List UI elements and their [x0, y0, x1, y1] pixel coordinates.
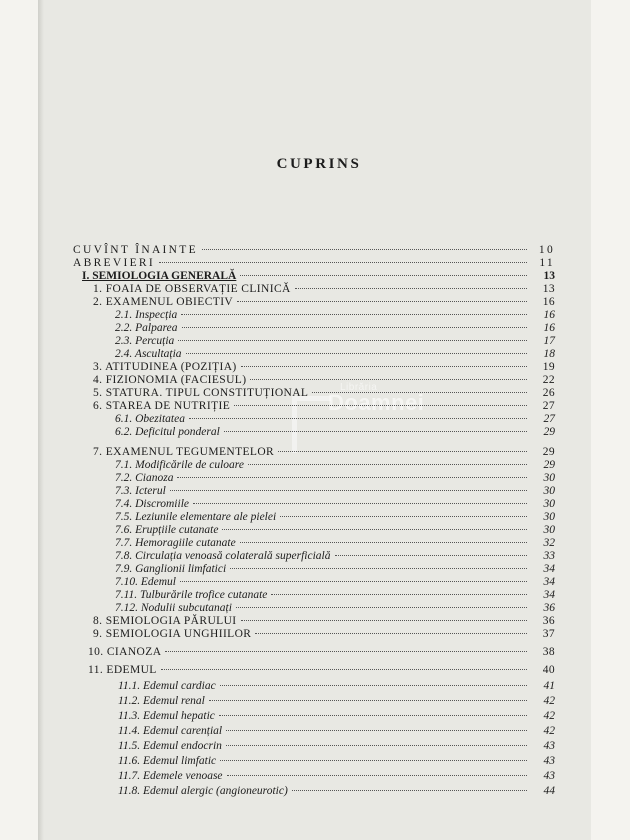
- dot-leader: [240, 275, 527, 276]
- toc-entry-label: 11.1. Edemul cardiac: [118, 680, 216, 692]
- toc-entry: [115, 472, 555, 485]
- toc-entry: [115, 511, 555, 524]
- dot-leader: [271, 594, 527, 595]
- dot-leader: [226, 745, 527, 746]
- dot-leader: [182, 327, 528, 328]
- dot-leader: [237, 301, 527, 302]
- toc-entry-page: 34: [543, 576, 555, 588]
- toc-entry: [118, 680, 555, 693]
- toc-entry: [118, 710, 555, 723]
- toc-entry: [118, 740, 555, 753]
- toc-entry: [118, 755, 555, 768]
- toc-entry-page: 29: [543, 459, 555, 471]
- toc-entry-page: 33: [543, 550, 555, 562]
- toc-entry-label: 2.3. Percuția: [115, 335, 175, 347]
- toc-entry: [93, 615, 555, 628]
- toc-entry-label: 7.6. Erupțiile cutanate: [115, 524, 219, 536]
- watermark-big-text: Doamnei: [328, 390, 425, 415]
- toc-entry-label: 7.1. Modificările de culoare: [115, 459, 244, 471]
- toc-entry-page: 26: [542, 387, 555, 399]
- toc-entry: [93, 283, 555, 296]
- toc-entry-page: 16: [543, 322, 555, 334]
- dot-leader: [186, 353, 527, 354]
- dot-leader: [236, 607, 527, 608]
- toc-entry: [115, 537, 555, 550]
- toc-entry-label: 7.5. Leziunile elementare ale pielei: [115, 511, 277, 523]
- toc-entry-label: 9. SEMIOLOGIA UNGHIILOR: [93, 628, 252, 640]
- toc-entry-page: 36: [542, 615, 555, 627]
- dot-leader: [165, 651, 527, 652]
- toc-entry-label: 6.1. Obezitatea: [115, 413, 185, 425]
- toc-entry-label: 8. SEMIOLOGIA PĂRULUI: [93, 615, 237, 627]
- toc-entry: [115, 459, 555, 472]
- toc-entry-label: 7.8. Circulația venoasă colaterală superficială: [115, 550, 331, 562]
- toc-entry: [82, 270, 555, 283]
- dot-leader: [161, 669, 527, 670]
- toc-entry-label: 11.5. Edemul endocrin: [118, 740, 222, 752]
- toc-entry: [115, 413, 555, 426]
- toc-entry: [93, 387, 555, 400]
- toc-entry: [118, 770, 555, 783]
- dot-leader: [193, 503, 527, 504]
- toc-entry: [93, 296, 555, 309]
- toc-entry-label: 11.7. Edemele venoase: [118, 770, 223, 782]
- dot-leader: [224, 431, 527, 432]
- dot-leader: [248, 464, 527, 465]
- toc-entry-label: 2.4. Ascultația: [115, 348, 182, 360]
- dot-leader: [241, 620, 527, 621]
- dot-leader: [250, 379, 527, 380]
- toc-entry-page: 11: [539, 257, 555, 269]
- toc-entry-page: 30: [543, 498, 555, 510]
- toc-entry: [93, 374, 555, 387]
- toc-entry-label: 11.2. Edemul renal: [118, 695, 205, 707]
- toc-entry: [93, 628, 555, 641]
- toc-entry-page: 17: [543, 335, 555, 347]
- toc-entry: [115, 309, 555, 322]
- dot-leader: [219, 715, 527, 716]
- toc-entry-label: 2. EXAMENUL OBIECTIV: [93, 296, 234, 308]
- toc-entry: [118, 785, 555, 798]
- toc-entry-label: 11.3. Edemul hepatic: [118, 710, 215, 722]
- toc-entry-page: 30: [543, 524, 555, 536]
- toc-entry: [88, 646, 555, 659]
- dot-leader: [180, 581, 527, 582]
- toc-entry: [118, 725, 555, 738]
- toc-entry-label: 7.3. Icterul: [115, 485, 166, 497]
- watermark-small-text: Librăria: [340, 382, 378, 393]
- toc-entry: [93, 446, 555, 459]
- toc-entry: [115, 322, 555, 335]
- toc-entry-label: 11. EDEMUL: [88, 664, 157, 676]
- toc-entry: [115, 485, 555, 498]
- dot-leader: [312, 392, 527, 393]
- toc-entry-page: 19: [542, 361, 555, 373]
- toc-entry-label: ABREVIERI: [73, 257, 156, 269]
- toc-entry-page: 42: [543, 710, 555, 722]
- dot-leader: [177, 477, 527, 478]
- dot-leader: [280, 516, 527, 517]
- toc-entry-page: 36: [543, 602, 555, 614]
- toc-entry: [115, 576, 555, 589]
- dot-leader: [220, 760, 527, 761]
- dot-leader: [181, 314, 527, 315]
- toc-entry: [115, 348, 555, 361]
- toc-entry-page: 22: [542, 374, 555, 386]
- toc-entry: [118, 695, 555, 708]
- toc-entry: [115, 563, 555, 576]
- page-title: CUPRINS: [276, 156, 362, 172]
- dot-leader: [227, 775, 527, 776]
- toc-entry: [88, 664, 555, 677]
- toc-entry-page: 30: [543, 511, 555, 523]
- dot-leader: [170, 490, 527, 491]
- toc-entry-label: 5. STATURA. TIPUL CONSTITUȚIONAL: [93, 387, 309, 399]
- dot-leader: [278, 451, 527, 452]
- toc-entry-label: 7.12. Nodulii subcutanați: [115, 602, 232, 614]
- toc-entry-page: 29: [542, 446, 555, 458]
- toc-entry-label: 11.6. Edemul limfatic: [118, 755, 217, 767]
- toc-entry-page: 32: [543, 537, 555, 549]
- dot-leader: [292, 790, 527, 791]
- toc-entry-page: 16: [542, 296, 555, 308]
- toc-entry-page: 30: [543, 485, 555, 497]
- dot-leader: [189, 418, 527, 419]
- dot-leader: [255, 633, 527, 634]
- toc-entry: [115, 550, 555, 563]
- toc-entry-page: 38: [542, 646, 555, 658]
- toc-entry-page: 42: [543, 695, 555, 707]
- dot-leader: [226, 730, 527, 731]
- dot-leader: [241, 366, 527, 367]
- toc-entry-page: 27: [543, 413, 555, 425]
- toc-entry-label: 4. FIZIONOMIA (FACIESUL): [93, 374, 247, 386]
- toc-entry: [93, 361, 555, 374]
- toc-entry: [93, 400, 555, 413]
- toc-entry-page: 43: [543, 740, 555, 752]
- toc-entry: [115, 426, 555, 439]
- toc-entry-label: 6.2. Deficitul ponderal: [115, 426, 220, 438]
- toc-entry-label: 7. EXAMENUL TEGUMENTELOR: [93, 446, 275, 458]
- dot-leader: [234, 405, 527, 406]
- toc-entry-label: 7.11. Tulburările trofice cutanate: [115, 589, 268, 601]
- dot-leader: [159, 262, 527, 263]
- toc-entry-label: 7.10. Edemul: [115, 576, 177, 588]
- toc-entry-label: CUVÎNT ÎNAINTE: [73, 244, 198, 256]
- toc-entry-label: 7.9. Ganglionii limfatici: [115, 563, 227, 575]
- dot-leader: [222, 529, 527, 530]
- toc-entry-label: 3. ATITUDINEA (POZIȚIA): [93, 361, 237, 373]
- toc-entry-page: 13: [543, 270, 555, 282]
- toc-entry-label: 11.4. Edemul carențial: [118, 725, 223, 737]
- toc-entry: [115, 335, 555, 348]
- dot-leader: [230, 568, 527, 569]
- dot-leader: [209, 700, 527, 701]
- toc-entry: [73, 257, 555, 270]
- dot-leader: [220, 685, 527, 686]
- toc-entry-page: 16: [543, 309, 555, 321]
- dot-leader: [178, 340, 527, 341]
- dot-leader: [202, 249, 527, 250]
- toc-entry: [115, 602, 555, 615]
- toc-entry-page: 40: [542, 664, 555, 676]
- dot-leader: [240, 542, 527, 543]
- toc-entry-label: 2.2. Palparea: [115, 322, 178, 334]
- toc-entry-page: 18: [543, 348, 555, 360]
- toc-entry-label: 1. FOAIA DE OBSERVAȚIE CLINICĂ: [93, 283, 291, 295]
- toc-entry-label: 6. STAREA DE NUTRIȚIE: [93, 400, 231, 412]
- toc-entry-page: 34: [543, 589, 555, 601]
- toc-entry-page: 10: [538, 244, 555, 256]
- toc-entry: [73, 244, 555, 257]
- toc-entry-label: 10. CIANOZA: [88, 646, 162, 658]
- toc-entry: [115, 498, 555, 511]
- toc-entry-page: 37: [542, 628, 555, 640]
- toc-entry-page: 43: [543, 770, 555, 782]
- toc-entry-page: 30: [543, 472, 555, 484]
- toc-entry-page: 27: [542, 400, 555, 412]
- toc-entry-page: 34: [543, 563, 555, 575]
- toc-entry-page: 42: [543, 725, 555, 737]
- toc-entry-label: 2.1. Inspecția: [115, 309, 178, 321]
- toc-entry-label: 11.8. Edemul alergic (angioneurotic): [118, 785, 288, 797]
- toc-entry-label: 7.7. Hemoragiile cutanate: [115, 537, 236, 549]
- toc-entry-page: 13: [542, 283, 555, 295]
- toc-entry-page: 44: [543, 785, 555, 797]
- dot-leader: [295, 288, 527, 289]
- toc-entry-label: 7.4. Discromiile: [115, 498, 189, 510]
- dot-leader: [335, 555, 528, 556]
- toc-entry-page: 43: [543, 755, 555, 767]
- toc-entry-page: 41: [543, 680, 555, 692]
- toc-entry: [115, 589, 555, 602]
- toc-entry-page: 29: [543, 426, 555, 438]
- toc-entry-label: 7.2. Cianoza: [115, 472, 174, 484]
- toc-entry: [115, 524, 555, 537]
- toc-entry-label: I. SEMIOLOGIA GENERALĂ: [82, 270, 237, 282]
